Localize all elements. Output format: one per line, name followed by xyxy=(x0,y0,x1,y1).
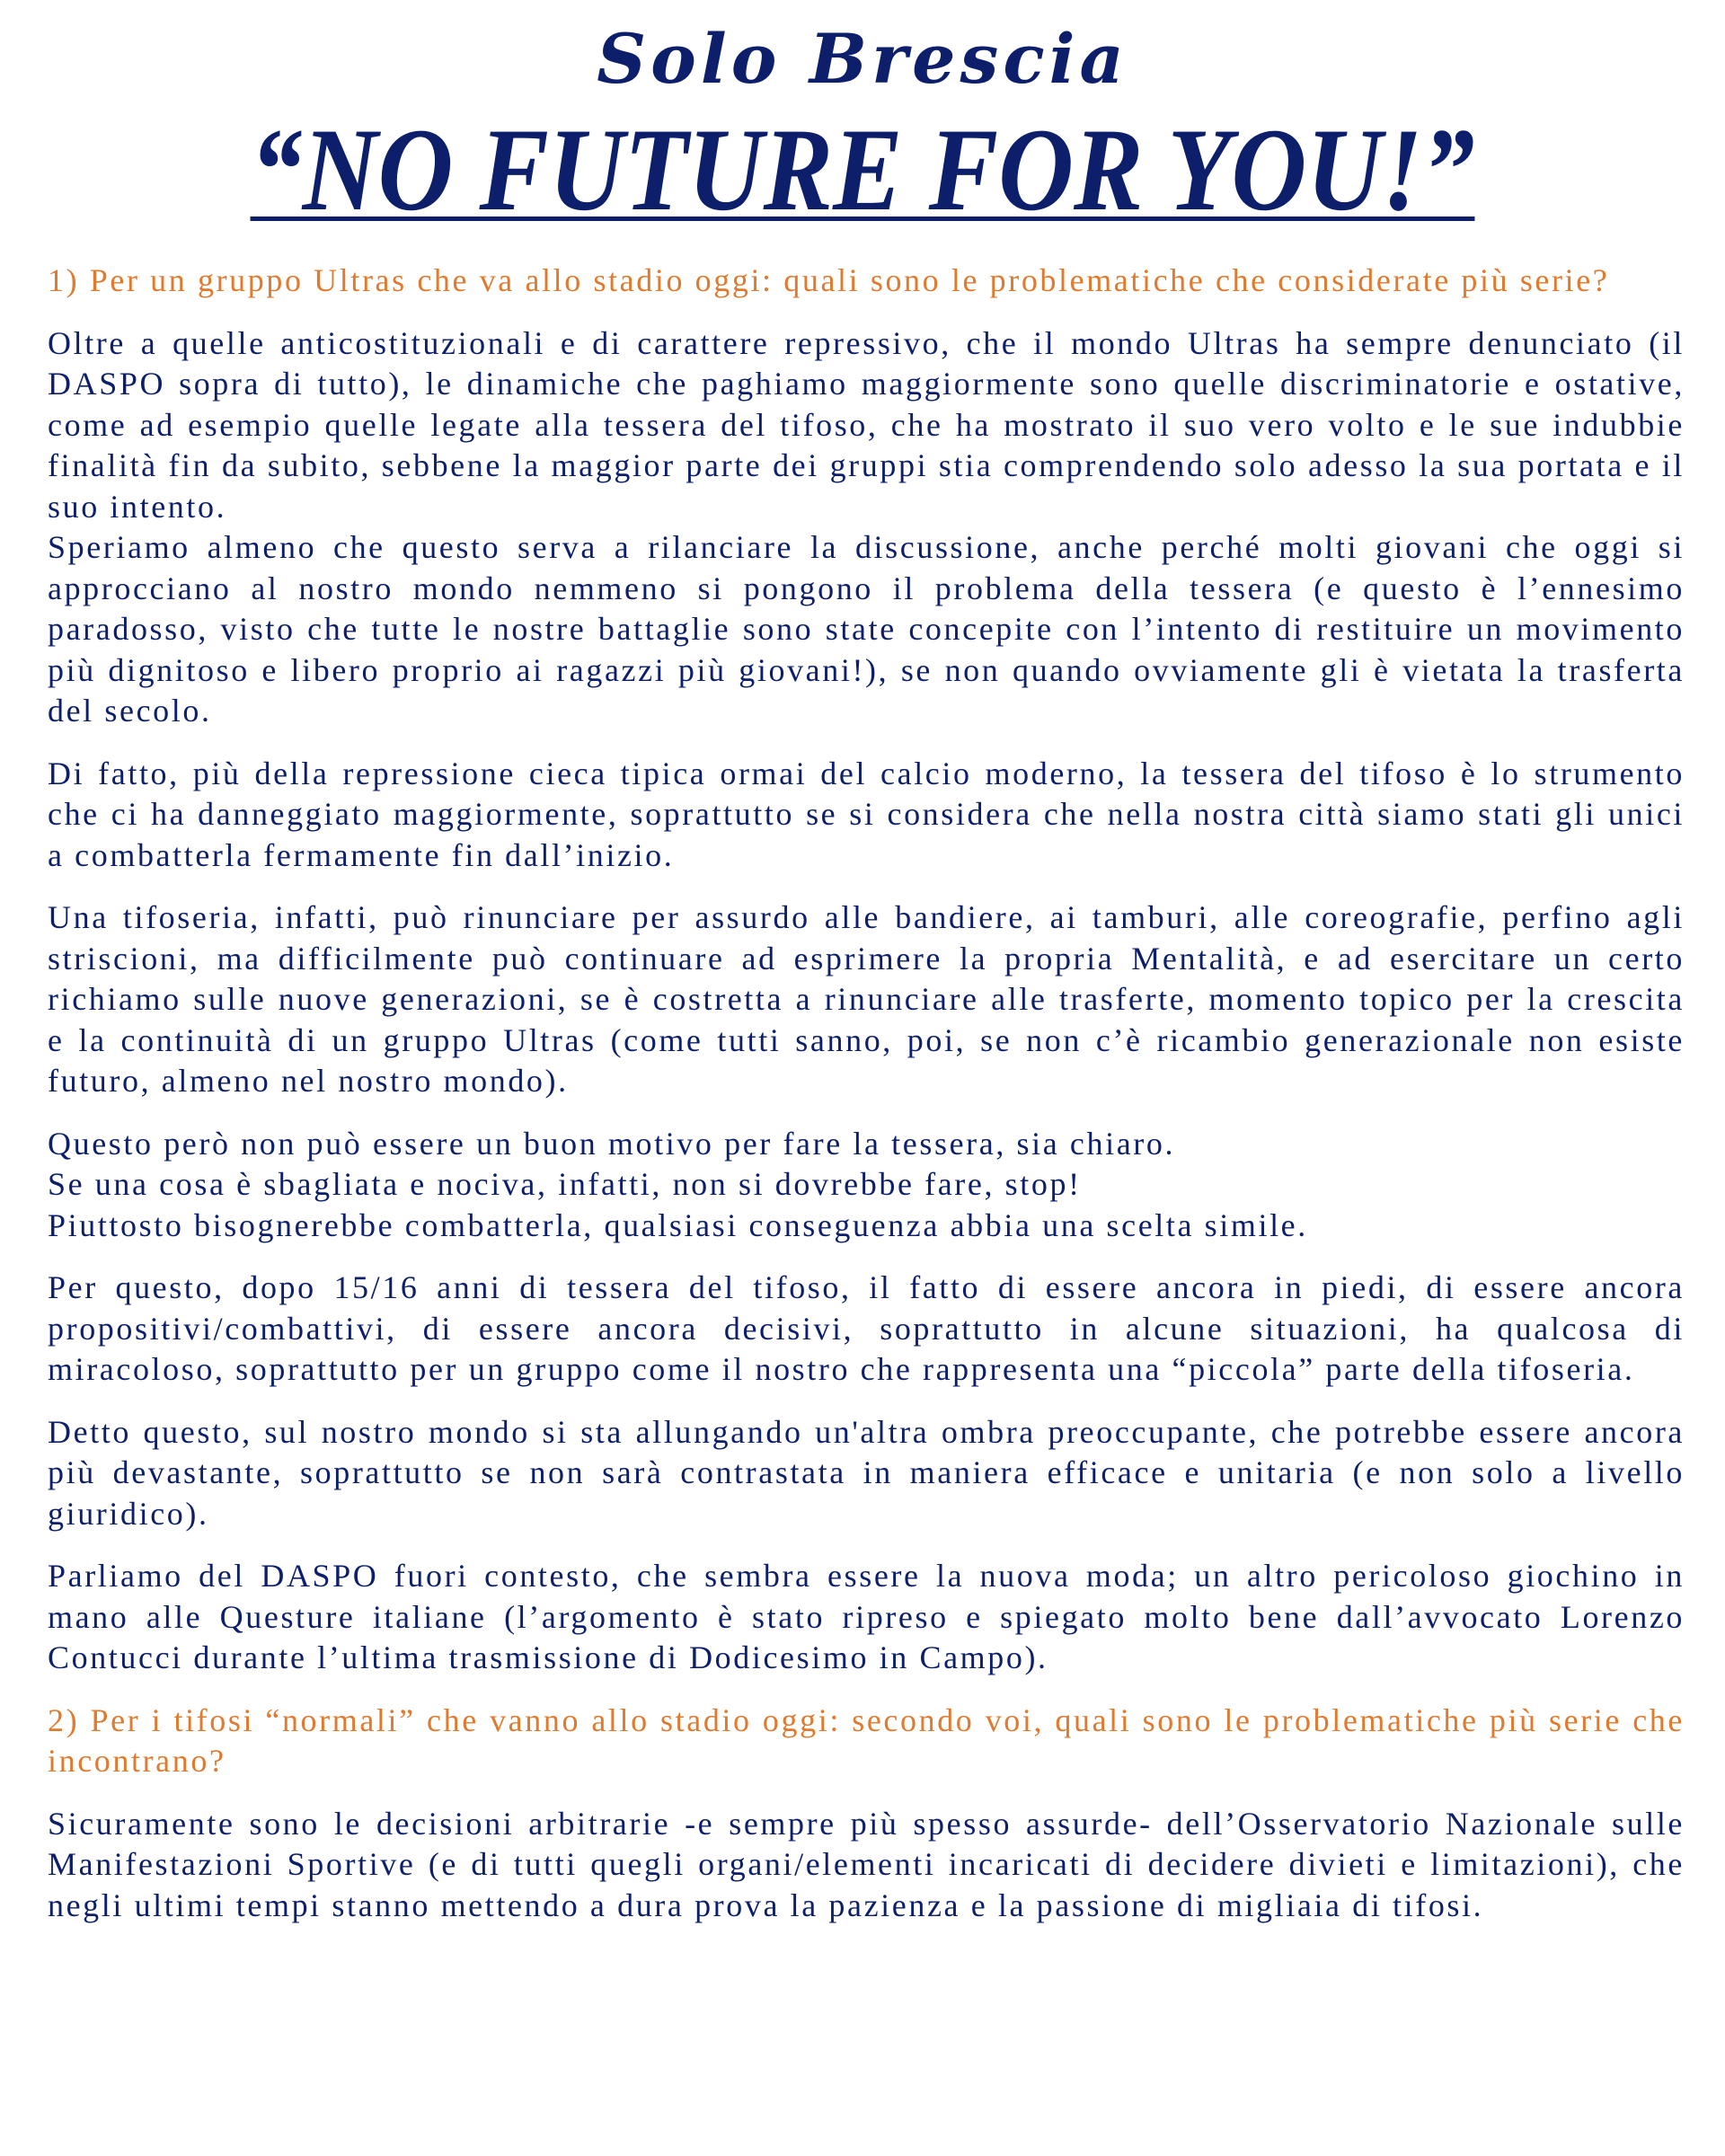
question-2: 2) Per i tifosi “normali” che vanno allo stadio oggi: secondo voi, quali sono le problematiche più serie che incontrano? xyxy=(48,1701,1685,1779)
article-body xyxy=(48,261,1685,1948)
answer-1-paragraph-5-line-3: Piuttosto bisognerebbe combatterla, qualsiasi conseguenza abbia una scelta simile. xyxy=(48,1206,1308,1243)
page-title: “NO FUTURE FOR YOU!” xyxy=(250,103,1475,235)
answer-1-paragraph-1: Oltre a quelle anticostituzionali e di carattere repressivo, che il mondo Ultras ha sempre denunciato (il DASPO sopra di tutto), le dinamiche che paghiamo maggiormente sono quelle discriminatorie e ostative, come ad esempio quelle legate alla tessera del tifoso, che ha mostrato il suo vero volto e le sue indubbie finalità fin da subito, sebbene la maggior parte dei gruppi stia comprendendo solo adesso la sua portata e il suo intento. xyxy=(48,324,1685,525)
header xyxy=(0,16,1725,237)
answer-1-paragraph-5-line-1: Questo però non può essere un buon motivo per fare la tessera, sia chiaro. xyxy=(48,1125,1176,1162)
answer-1-paragraph-4: Una tifoseria, infatti, può rinunciare per assurdo alle bandiere, ai tamburi, alle coreografie, perfino agli striscioni, ma difficilmente può continuare ad esprimere la propria Mentalità, e ad esercitare un certo richiamo sulle nuove generazioni, se è costretta a rinunciare alle trasferte, momento topico per la crescita e la continuità di un gruppo Ultras (come tutti sanno, poi, se non c’è ricambio generazionale non esiste futuro, almeno nel nostro mondo). xyxy=(48,899,1685,1099)
answer-2-paragraph-1: Sicuramente sono le decisioni arbitrarie -e sempre più spesso assurde- dell’Osservatorio Nazionale sulle Manifestazioni Sportive (e di tutti quegli organi/elementi incaricati di decidere divieti e limitazioni), che negli ultimi tempi stanno mettendo a dura prova la pazienza e la passione di migliaia di tifosi. xyxy=(48,1805,1685,1923)
answer-1-paragraph-2: Speriamo almeno che questo serva a rilanciare la discussione, anche perché molti giovani che oggi si approcciano al nostro mondo nemmeno si pongono il problema della tessera (e questo è l’ennesimo paradosso, visto che tutte le nostre battaglie sono state concepite con l’intento di restituire un movimento più dignitoso e libero proprio ai ragazzi più giovani!), se non quando ovviamente gli è vietata la trasferta del secolo. xyxy=(48,529,1685,729)
answer-1-paragraph-6: Per questo, dopo 15/16 anni di tessera del tifoso, il fatto di essere ancora in piedi, di essere ancora propositivi/combattivi, di essere ancora decisivi, soprattutto in alcune situazioni, ha qualcosa di miracoloso, soprattutto per un gruppo come il nostro che rappresenta una “piccola” parte della tifoseria. xyxy=(48,1269,1685,1387)
answer-1-paragraph-5 xyxy=(48,1124,1685,1247)
answer-1-paragraph-5-line-2: Se una cosa è sbagliata e nociva, infatti, non si dovrebbe fare, stop! xyxy=(48,1166,1082,1202)
subtitle: Solo Brescia xyxy=(597,19,1128,99)
answer-1-paragraph-3: Di fatto, più della repressione cieca tipica ormai del calcio moderno, la tessera del tifoso è lo strumento che ci ha danneggiato maggiormente, soprattutto se si considera che nella nostra città siamo stati gli unici a combatterla fermamente fin dall’inizio. xyxy=(48,755,1685,873)
answer-1-paragraph-8: Parliamo del DASPO fuori contesto, che sembra essere la nuova moda; un altro pericoloso giochino in mano alle Questure italiane (l’argomento è stato ripreso e spiegato molto bene dall’avvocato Lorenzo Contucci durante l’ultima trasmissione di Dodicesimo in Campo). xyxy=(48,1558,1685,1675)
question-1: 1) Per un gruppo Ultras che va allo stadio oggi: quali sono le problematiche che considerate più serie? xyxy=(48,262,1610,298)
answer-1-paragraph-7: Detto questo, sul nostro mondo si sta allungando un'altra ombra preoccupante, che potrebbe essere ancora più devastante, soprattutto se non sarà contrastata in maniera efficace e unitaria (e non solo a livello giuridico). xyxy=(48,1413,1685,1532)
